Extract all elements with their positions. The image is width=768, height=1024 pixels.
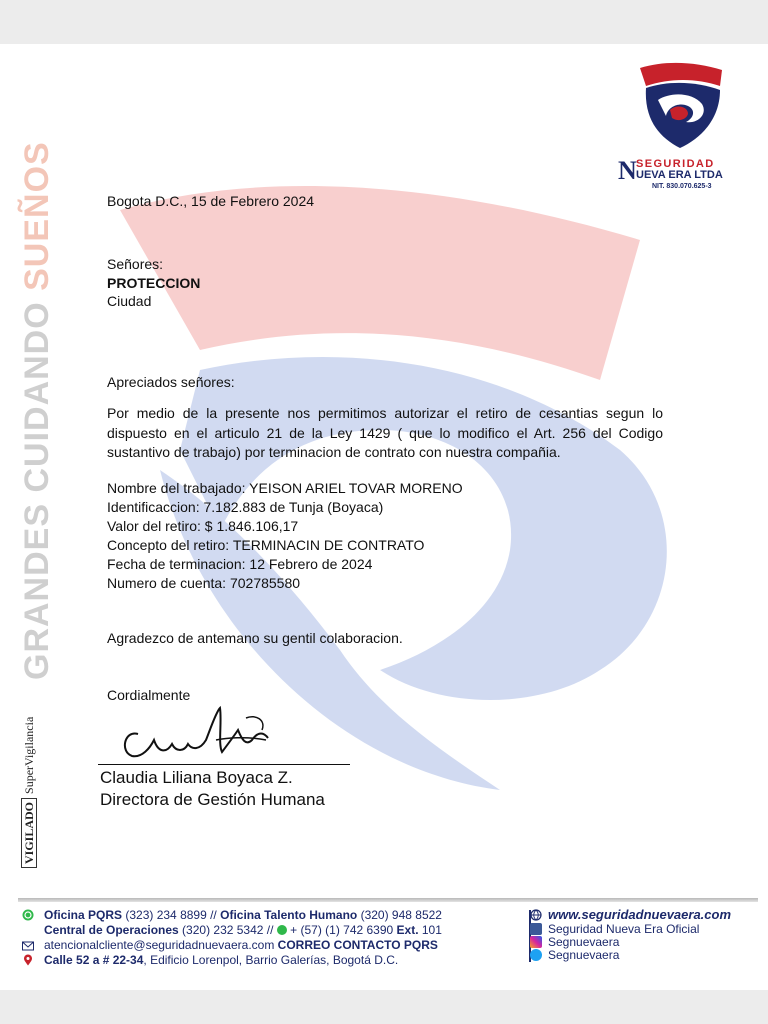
website-link[interactable]: www.seguridadnuevaera.com	[548, 907, 732, 922]
signer-name: Claudia Liliana Boyaca Z.	[100, 768, 293, 787]
instagram-link[interactable]: Segnuevaera	[548, 935, 620, 949]
facebook-icon	[530, 923, 542, 935]
location-pin-icon	[22, 954, 34, 966]
slogan-part-2: SUEÑOS	[18, 141, 56, 291]
letter-body: Por medio de la presente nos permitimos autorizar el retiro de cesantias segun lo dispuesto en el articulo 21 de la Ley 1429 ( que lo modifico el Art. 256 del Codigo sustantivo de trabajo) por terminacion de contrato con nuestra compañia.	[107, 405, 663, 460]
scan-bottom-shade	[0, 990, 768, 1024]
facebook-link[interactable]: Seguridad Nueva Era Oficial	[548, 922, 700, 936]
logo-nit: NIT. 830.070.625-3	[652, 183, 712, 190]
detail-line: Numero de cuenta: 702785580	[107, 575, 301, 591]
detail-line: Identificaccion: 7.182.883 de Tunja (Boyaca)	[107, 499, 384, 515]
scan-top-shade	[0, 0, 768, 44]
shield-logo-icon	[636, 60, 726, 150]
vigilado-badge	[22, 717, 37, 868]
recipient-city: Ciudad	[107, 293, 152, 309]
twitter-link[interactable]: Segnuevaera	[548, 948, 620, 962]
slogan-part-1: GRANDES CUIDANDO	[18, 290, 56, 680]
signature-line	[98, 764, 350, 765]
whatsapp-icon	[277, 925, 287, 935]
logo-initial: N	[618, 156, 637, 185]
supervigilancia-label: SuperVigilancia	[22, 716, 36, 794]
recipient: PROTECCION	[107, 275, 201, 291]
closing: Cordialmente	[107, 687, 191, 703]
company-logo	[618, 60, 738, 190]
detail-line: Valor del retiro: $ 1.846.106,17	[107, 518, 299, 534]
globe-icon	[530, 909, 542, 921]
salutation: Señores:	[107, 256, 164, 272]
instagram-icon	[530, 936, 542, 948]
logo-line-1: SEGURIDAD	[636, 158, 715, 170]
thanks-line: Agradezco de antemano su gentil colaboracion.	[107, 630, 403, 646]
whatsapp-icon	[22, 909, 34, 921]
place-date: Bogota D.C., 15 de Febrero 2024	[107, 193, 315, 209]
footer-divider	[18, 898, 758, 902]
logo-line-2: UEVA ERA LTDA	[636, 169, 723, 181]
detail-line: Fecha de terminacion: 12 Febrero de 2024	[107, 556, 373, 572]
detail-line: Concepto del retiro: TERMINACIN DE CONTRATO	[107, 537, 425, 553]
footer-contact-2: Central de Operaciones (320) 232 5342 // + (57) (1) 742 6390 Ext. 101	[44, 923, 442, 937]
mail-icon	[22, 940, 34, 952]
greeting: Apreciados señores:	[107, 374, 235, 390]
sidebar-slogan	[18, 141, 57, 680]
detail-line: Nombre del trabajado: YEISON ARIEL TOVAR MORENO	[107, 480, 463, 496]
vigilado-label: VIGILADO	[21, 798, 37, 868]
signer-role: Directora de Gestión Humana	[100, 790, 325, 809]
footer-contact-1: Oficina PQRS (323) 234 8899 // Oficina Talento Humano (320) 948 8522	[44, 908, 442, 922]
twitter-icon	[530, 949, 542, 961]
footer-contact-4: Calle 52 a # 22-34, Edificio Lorenpol, Barrio Galerías, Bogotá D.C.	[44, 953, 399, 967]
footer-contact-3: atencionalcliente@seguridadnuevaera.com CORREO CONTACTO PQRS	[44, 938, 438, 952]
